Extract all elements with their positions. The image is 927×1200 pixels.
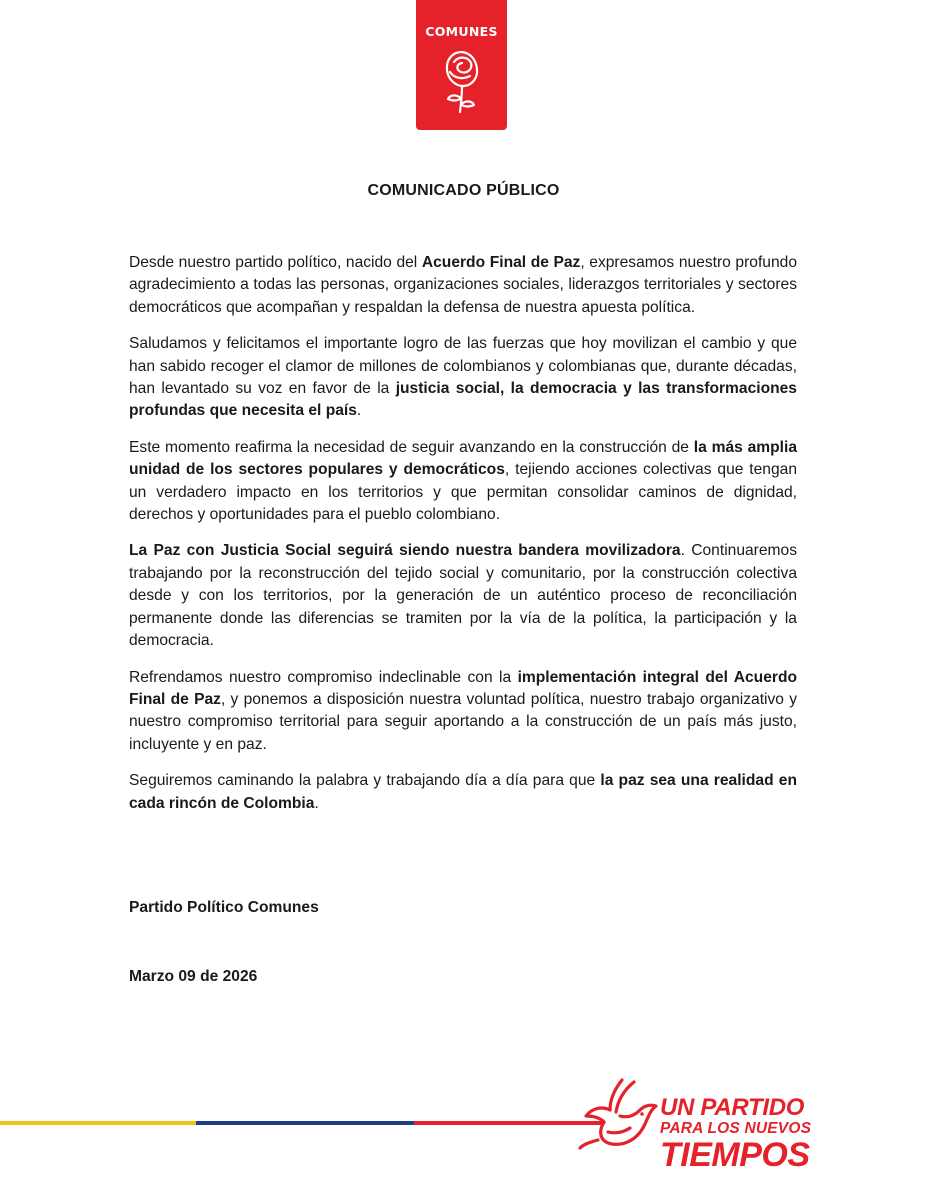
footer-slogan: [660, 1096, 811, 1172]
paragraph-6: Seguiremos caminando la palabra y trabajando día a día para que la paz sea una realidad en cada rincón de Colombia.: [129, 772, 797, 812]
logo-text: COMUNES: [425, 24, 498, 39]
page-title: COMUNICADO PÚBLICO: [367, 182, 560, 199]
slogan-line-1: UN PARTIDO: [660, 1094, 805, 1121]
dove-icon: [578, 1078, 658, 1150]
paragraph-3: Este momento reafirma la necesidad de seguir avanzando en la construcción de la más amplia unidad de los sectores populares y democráticos, tejiendo acciones colectivas que tengan un verdadero impacto en los territorios y que permitan consolidar caminos de dignidad, derechos y oportunidades para el pueblo colombiano.: [129, 438, 797, 524]
paragraph-1: Desde nuestro partido político, nacido del Acuerdo Final de Paz, expresamos nuestro profundo agradecimiento a todas las personas, organizaciones sociales, liderazgos territoriales y sectores democráticos que acompañan y respaldan la defensa de nuestra apuesta política.: [129, 254, 797, 316]
slogan-line-2: PARA LOS NUEVOS: [660, 1120, 812, 1137]
slogan-line-3: TIEMPOS: [660, 1135, 810, 1174]
comunes-logo: [416, 0, 507, 130]
communique-body: [129, 252, 797, 829]
footer-stripe-red: [414, 1121, 604, 1125]
signature: Partido Político Comunes: [129, 899, 319, 916]
rose-icon: [440, 44, 484, 116]
date: Marzo 09 de 2026: [129, 968, 258, 985]
footer-stripe-blue: [196, 1121, 414, 1125]
paragraph-4: La Paz con Justicia Social seguirá siendo nuestra bandera movilizadora. Continuaremos trabajando por la reconstrucción del tejido social y comunitario, por la construcción colectiva desde y con los territorios, por la generación de un auténtico proceso de reconciliación permanente donde las diferencias se tramiten por la vía de la política, la participación y la democracia.: [129, 542, 797, 650]
paragraph-2: Saludamos y felicitamos el importante logro de las fuerzas que hoy movilizan el cambio y que han sabido recoger el clamor de millones de colombianos y colombianas que, durante décadas, han levantado su voz en favor de la justicia social, la democracia y las transformaciones profundas que necesita el país.: [129, 335, 797, 420]
footer-stripe-yellow: [0, 1121, 196, 1125]
paragraph-5: Refrendamos nuestro compromiso indeclinable con la implementación integral del Acuerdo Final de Paz, y ponemos a disposición nuestra voluntad política, nuestro trabajo organizativo y nuestro compromiso territorial para seguir aportando a la construcción de un país más justo, incluyente y en paz.: [129, 668, 797, 753]
